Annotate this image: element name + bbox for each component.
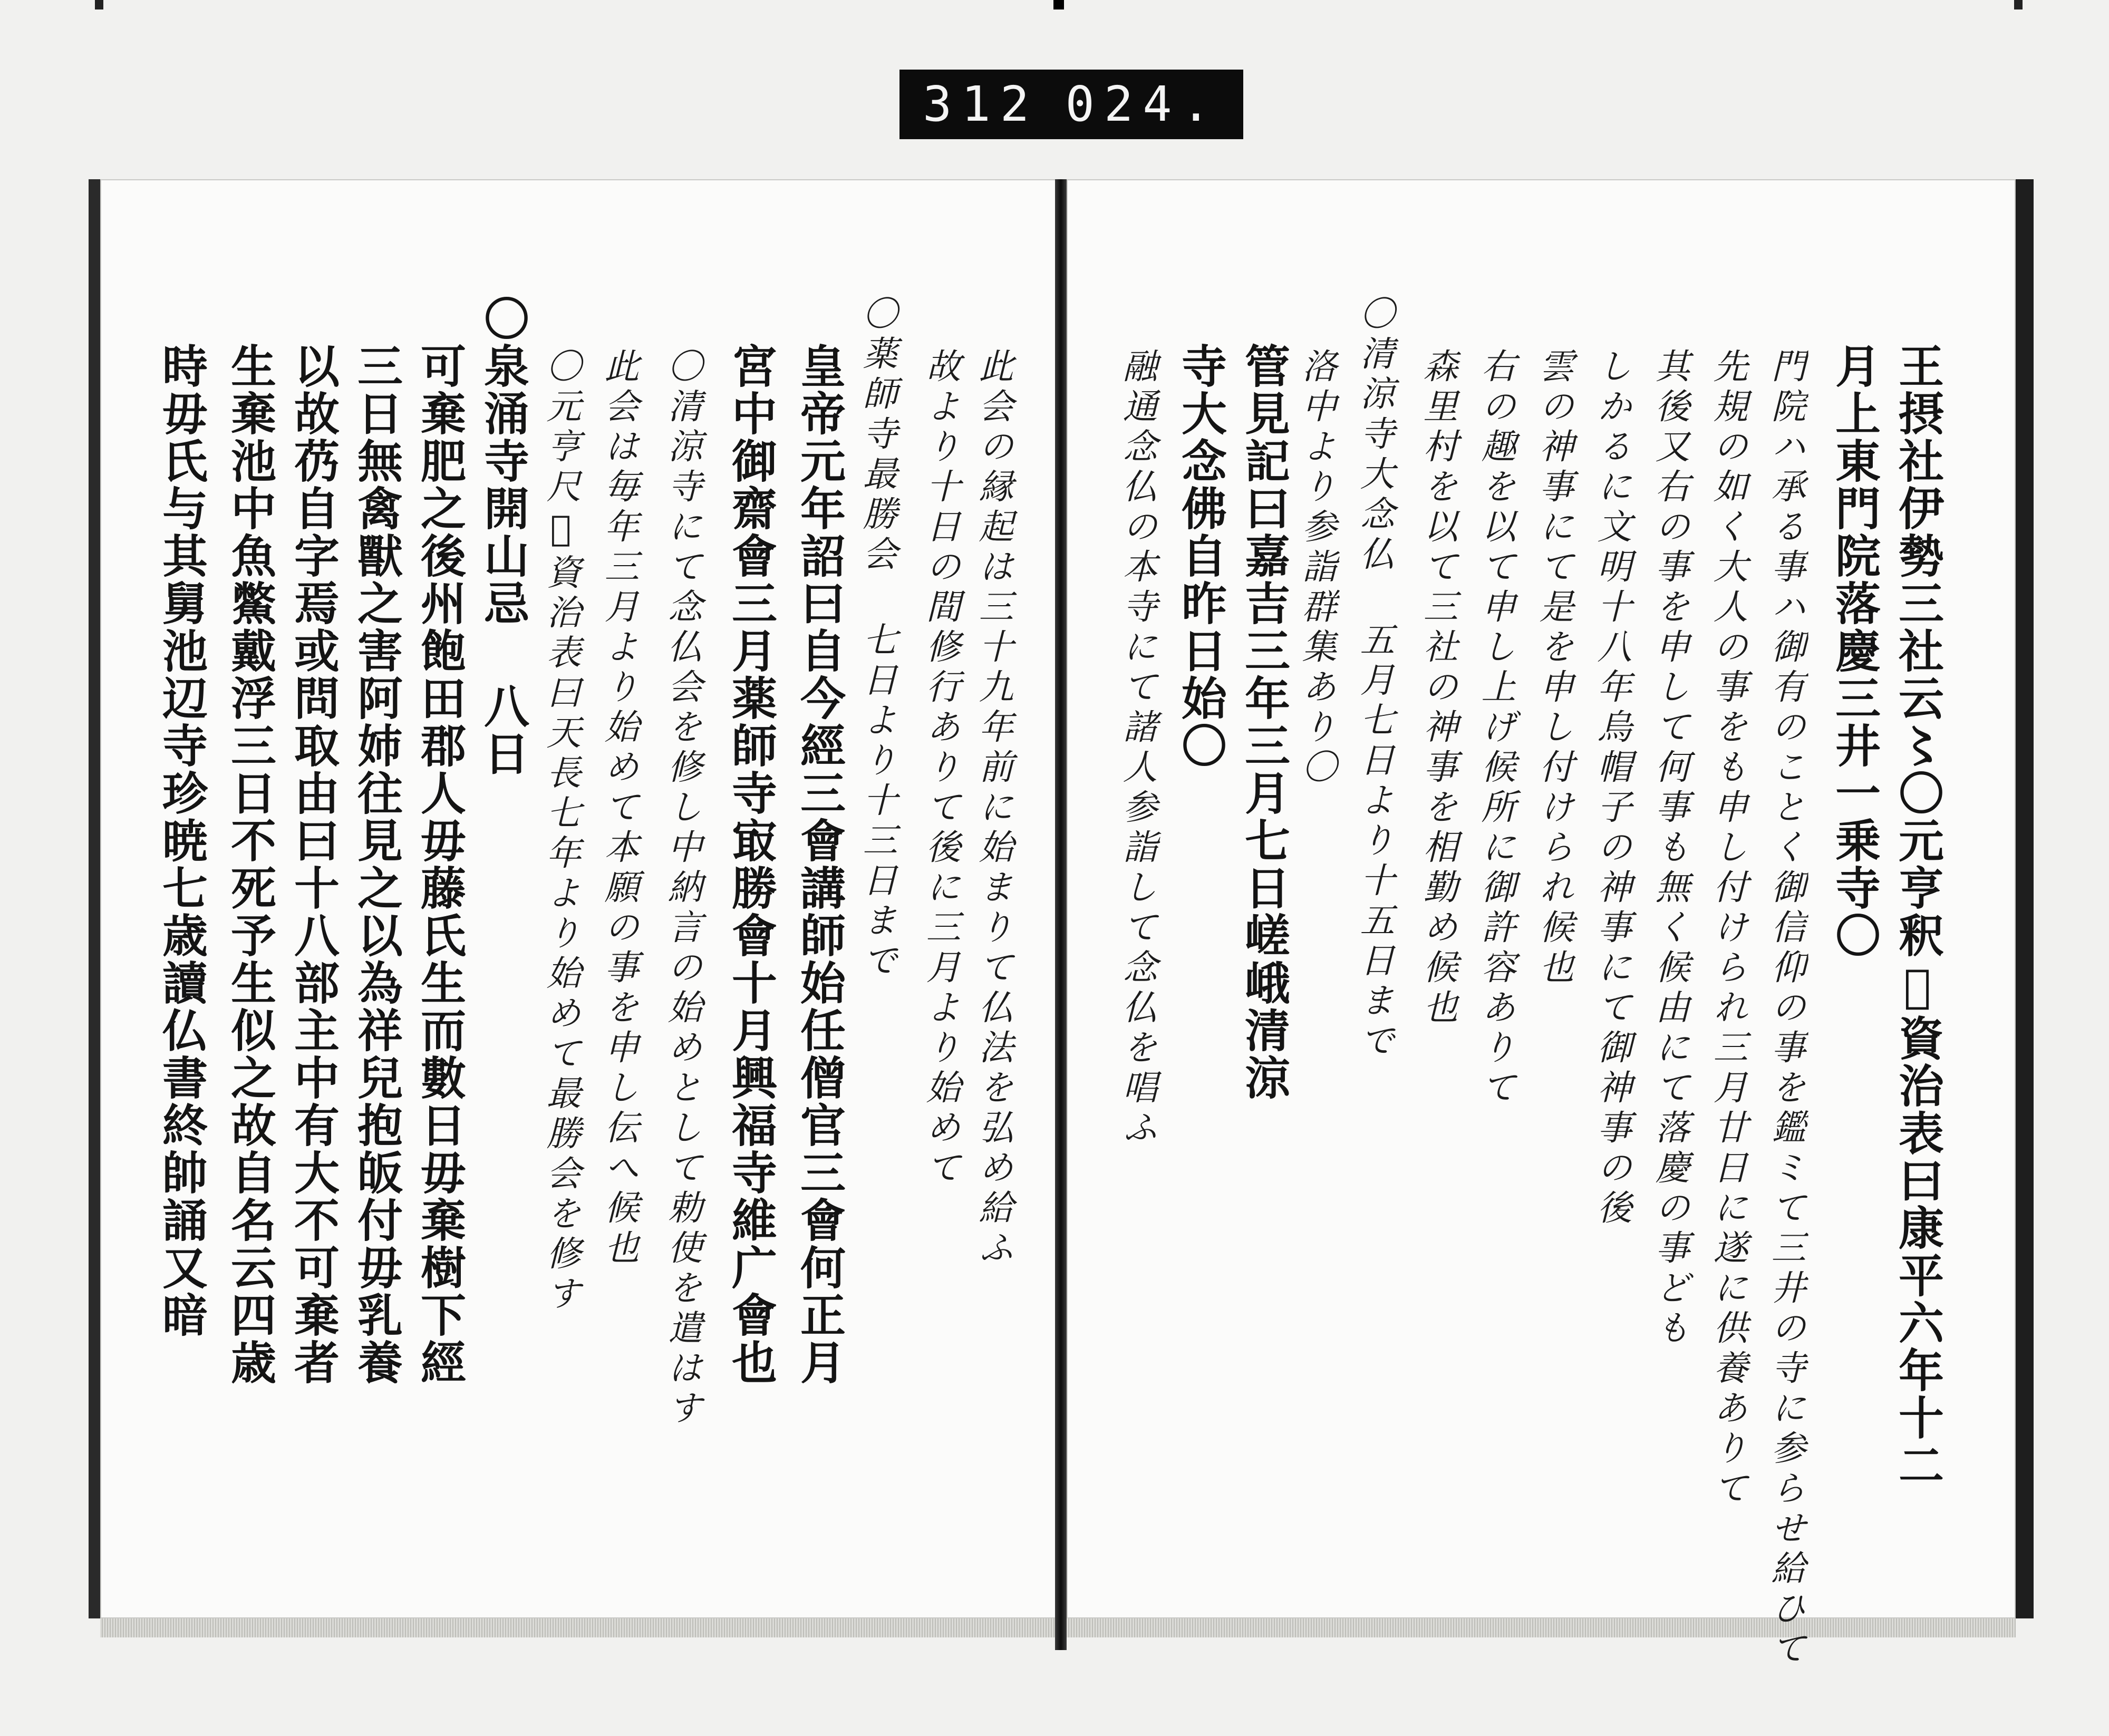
section-heading: 〇泉涌寺開山忌 八日 [476, 295, 529, 778]
page-edge [100, 1618, 1062, 1637]
text-column: 森里村を以て三社の神事を相勤め候也 [1417, 348, 1458, 1029]
text-column: 生棄池中魚鱉戴浮三日不死予生似之故自名云四歳 [223, 343, 276, 1386]
text-column: 〇清涼寺にて念仏会を修し中納言の始めとして勅使を遣はす [662, 348, 702, 1430]
reel-number: 312 [923, 76, 1039, 132]
open-book [89, 179, 2039, 1670]
film-edge-mark [2014, 0, 2023, 9]
text-column: 宮中御齋會三月薬師寺㝡勝會十月興福寺維广會也 [724, 343, 777, 1386]
text-column: 門院ハ承る事ハ御有のことく御信仰の事を鑑ミて三井の寺に参らせ給ひて [1765, 348, 1806, 1670]
right-page [1067, 179, 2034, 1670]
text-column: 時毋氏与其舅池辺寺珍暁七歳讀仏書終帥誦又暗 [154, 343, 208, 1339]
text-column: 皇帝元年詔曰自今經三會講師始任僧官三會何正月 [792, 343, 846, 1386]
film-edge-mark [1053, 0, 1064, 9]
text-column: 融通念仏の本寺にて諸人参詣して念仏を唱ふ [1117, 348, 1157, 1149]
reel-label [899, 70, 1243, 139]
text-column: 寺大念佛自昨日始〇 [1174, 343, 1227, 770]
left-page [89, 179, 1062, 1618]
text-column: 洛中より参詣群集あり〇 [1296, 348, 1337, 789]
text-column: 此会の縁起は三十九年前に始まりて仏法を弘め給ふ [973, 348, 1013, 1269]
page-edge [1067, 1618, 2016, 1637]
text-column: 先規の如く大人の事をも申し付けられ三月廿日に遂に供養ありて [1707, 348, 1748, 1510]
text-column: 〇薬師寺最勝会 七日より十三日まで [857, 295, 897, 982]
text-column: 王摂社伊勢三社云〻〇元亨釈𠎝資治表曰康平六年十二 [1891, 343, 1944, 1489]
text-column: 其後又右の事を申して何事も無く候由にて落慶の事ども [1649, 348, 1690, 1350]
text-column: 三日無禽獸之害阿姉往見之以為祥兒抱皈付毋乳養 [350, 343, 403, 1386]
text-column: 雲の神事にて是を申し付けられ候也 [1533, 348, 1574, 989]
text-column: 故より十日の間修行ありて後に三月より始めて [920, 348, 961, 1189]
section-heading: 〇清涼寺大念仏 五月七日より十五日まで [1354, 295, 1395, 1062]
text-column: 此会は毎年三月より始めて本願の事を申し伝へ候也 [598, 348, 639, 1269]
text-column: 月上東門院落慶三井一乗寺〇 [1827, 343, 1881, 959]
text-column: 〇元亨尺𠎝資治表曰天長七年より始めて最勝会を修す [540, 348, 581, 1315]
text-column: しかるに文明十八年烏帽子の神事にて御神事の後 [1591, 348, 1632, 1229]
film-edge-mark [95, 0, 103, 9]
text-column: 右の趣を以て申し上げ候所に御許容ありて [1475, 348, 1516, 1109]
text-column: 管見記曰嘉吉三年三月七日嵯峨清涼 [1237, 343, 1290, 1102]
book-gutter [1055, 179, 1067, 1650]
text-column: 以故芿自字焉或問取由曰十八部主中有大不可棄者 [286, 343, 340, 1386]
frame-number: 024. [1065, 76, 1220, 132]
text-column: 可棄肥之後州飽田郡人毋藤氏生而數日毋棄樹下經 [413, 343, 466, 1386]
